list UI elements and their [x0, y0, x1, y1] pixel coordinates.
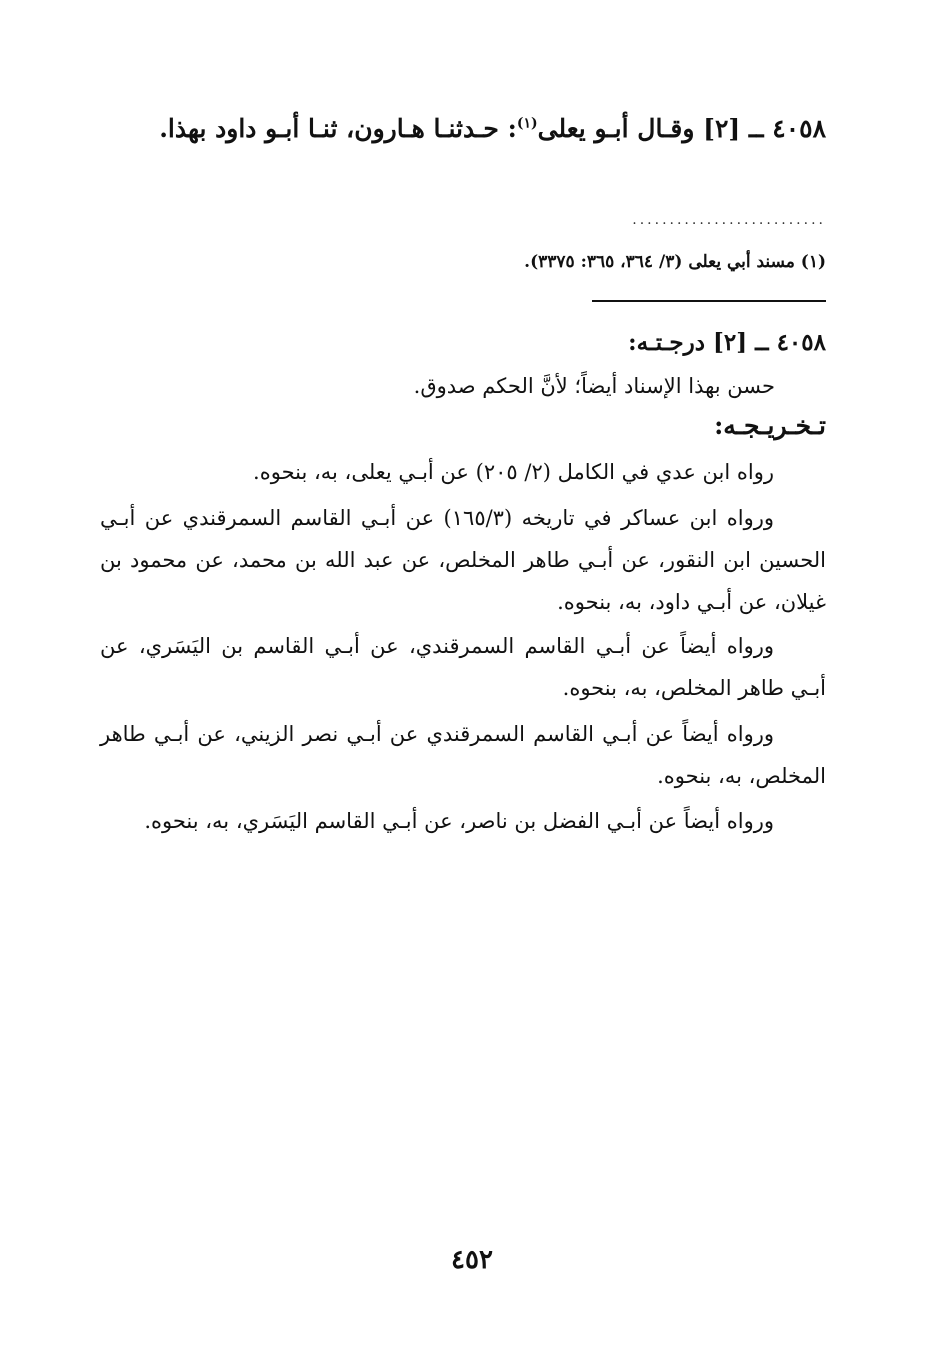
degree-heading: ٤٠٥٨ ــ [٢] درجـتـه:: [628, 329, 826, 356]
footnote: (١) مسند أبي يعلى (٣/ ٣٦٤، ٣٦٥: ٣٣٧٥).: [524, 252, 826, 272]
hadith-text: [98, 100, 826, 158]
takhrij-paragraph: ورواه أيضاً عن أبـي القاسم السمرقندي عن أبـي نصر الزيني، عن أبـي طاهر المخلص، به، بنحوه.: [100, 722, 826, 788]
hadith-text-end: : حـدثنـا هـارون، ثنـا أبـو داود بهذا.: [159, 114, 517, 143]
takhrij-paragraph: ورواه ابن عساكر في تاريخه (١٦٥/٣) عن أبـي القاسم السمرقندي عن أبـي الحسين ابن النقور، عن أبـي طاهر المخلص، عن عبد الله بن محمد، عن محمود بن غيلان، عن أبـي داود، به، بنحوه.: [100, 506, 826, 614]
degree-text: حسن بهذا الإسناد أيضاً؛ لأنَّ الحكم صدوق.: [413, 374, 775, 398]
footnote-reference-marker[interactable]: (١): [516, 115, 538, 132]
takhrij-paragraph: رواه ابن عدي في الكامل (٢/ ٢٠٥) عن أبـي يعلى، به، بنحوه.: [253, 460, 774, 484]
hadith-text-start: ٤٠٥٨ ــ [٢] وقـال أبـو يعلى: [537, 114, 826, 143]
takhrij-heading: تـخـريـجـه:: [714, 411, 826, 440]
takhrij-paragraph: ورواه أيضاً عن أبـي القاسم السمرقندي، عن أبـي القاسم بن اليَسَري، عن أبـي طاهر المخلص، به، بنحوه.: [100, 634, 826, 700]
footnote-separator-dots: ..........................: [632, 212, 826, 226]
section-divider: [592, 300, 826, 302]
takhrij-paragraph: ورواه أيضاً عن أبـي الفضل بن ناصر، عن أبـي القاسم اليَسَري، به، بنحوه.: [144, 809, 774, 833]
page-number: ٤٥٢: [451, 1245, 493, 1275]
